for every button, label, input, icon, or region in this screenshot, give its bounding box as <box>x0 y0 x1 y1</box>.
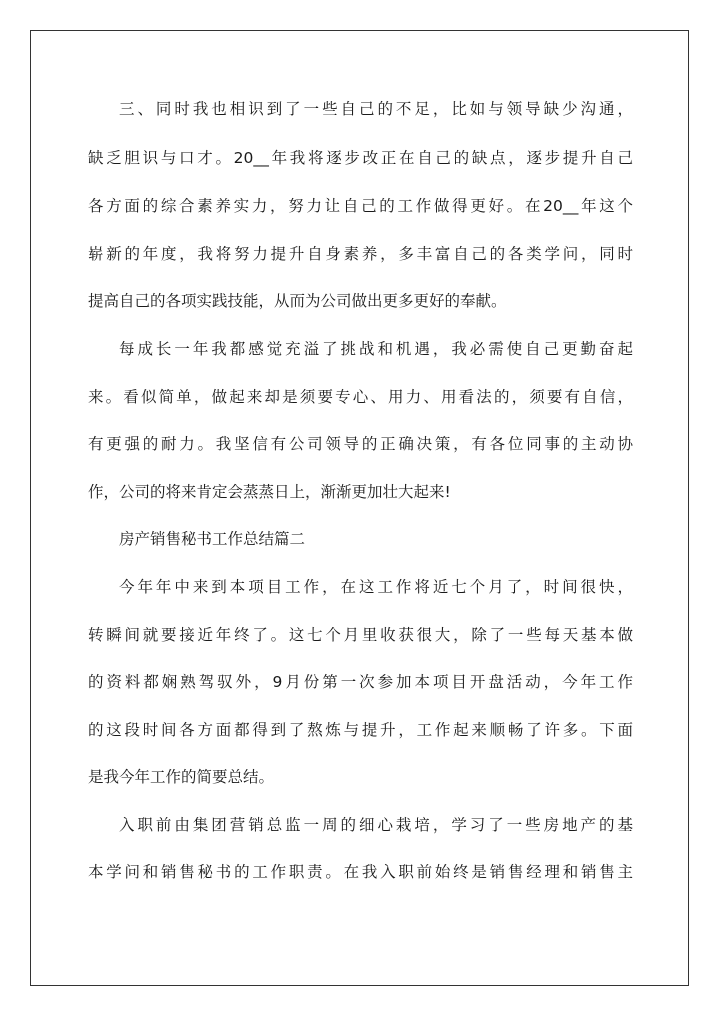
paragraph-line: 的这段时间各方面都得到了熬炼与提升，工作起来顺畅了许多。下面 <box>88 721 633 739</box>
paragraph-line: 提高自己的各项实践技能，从而为公司做出更多更好的奉献。 <box>88 292 507 310</box>
paragraph-line: 转瞬间就要接近年终了。这七个月里收获很大，除了一些每天基本做 <box>88 626 633 644</box>
paragraph-line: 本学问和销售秘书的工作职责。在我入职前始终是销售经理和销售主 <box>88 863 633 881</box>
paragraph-line: 来。看似简单，做起来却是须要专心、用力、用看法的，须要有自信， <box>88 388 633 406</box>
page-border <box>30 30 689 986</box>
section-heading: 房产销售秘书工作总结篇二 <box>119 530 306 548</box>
paragraph-line: 作，公司的将来肯定会蒸蒸日上，渐渐更加壮大起来! <box>88 483 451 501</box>
paragraph-line: 各方面的综合素养实力，努力让自己的工作做得更好。在20__年这个 <box>88 197 633 215</box>
paragraph-line: 的资料都娴熟驾驭外，9月份第一次参加本项目开盘活动，今年工作 <box>88 673 633 691</box>
paragraph-line: 三、同时我也相识到了一些自己的不足，比如与领导缺少沟通， <box>119 100 633 118</box>
paragraph-line: 今年年中来到本项目工作，在这工作将近七个月了，时间很快， <box>119 578 633 596</box>
paragraph-line: 崭新的年度，我将努力提升自身素养，多丰富自己的各类学问，同时 <box>88 245 633 263</box>
paragraph-line: 有更强的耐力。我坚信有公司领导的正确决策，有各位同事的主动协 <box>88 435 633 453</box>
paragraph-line: 入职前由集团营销总监一周的细心栽培，学习了一些房地产的基 <box>119 816 633 834</box>
paragraph-line: 每成长一年我都感觉充溢了挑战和机遇，我必需使自己更勤奋起 <box>119 340 633 358</box>
paragraph-line: 是我今年工作的简要总结。 <box>88 768 275 786</box>
paragraph-line: 缺乏胆识与口才。20__年我将逐步改正在自己的缺点，逐步提升自己 <box>88 149 633 167</box>
